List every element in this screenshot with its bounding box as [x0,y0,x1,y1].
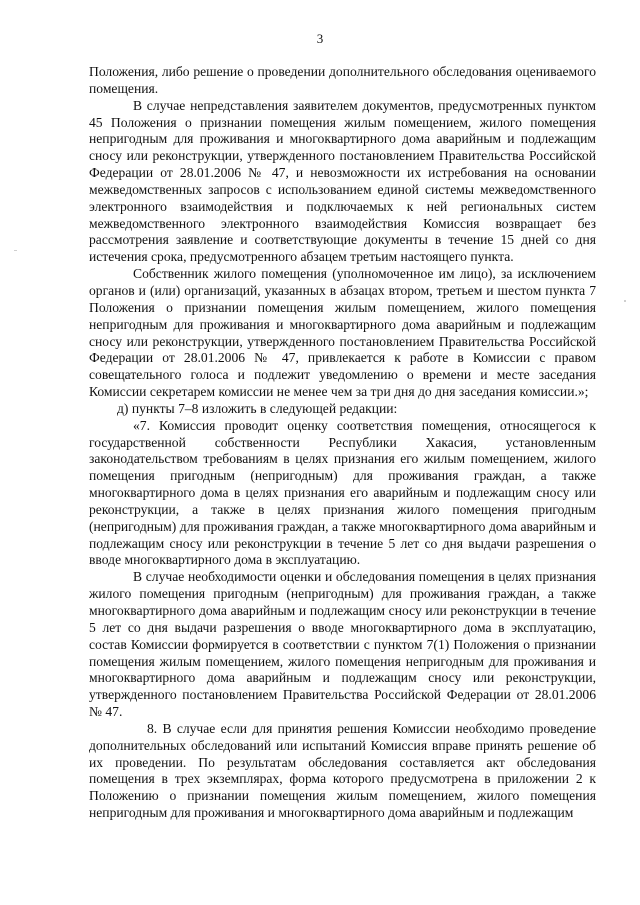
paragraph-nonsubmission: В случае непредставления заявителем документов, предусмотренных пунктом 45 Положения о признании помещения жилым помещением, жилого помещения непригодным для проживания и многоквартирного дома аварийным и подлежащим сносу или реконструкции, утвержденного постановлением Правительства Российской Федерации от 28.01.2006 № 47, и невозможности их истребования на основании межведомственных запросов с использованием единой системы межведомственного электронного взаимодействия и подключаемых к ней региональных систем межведомственного электронного взаимодействия Комиссия возвращает без рассмотрения заявление и соответствующие документы в течение 15 дней со дня истечения срока, предусмотренного абзацем третьим настоящего пункта. [89,97,596,265]
paragraph-continuation: Положения, либо решение о проведении дополнительного обследования оцениваемого помещения. [89,64,596,96]
paragraph-item-8: 8. В случае если для принятия решения Комиссии необходимо проведение дополнительных обследований или испытаний Комиссия вправе принять решение об их проведении. По результатам обследования составляется акт обследования помещения в трех экземплярах, форма которого предусмотрена в приложении 2 к Положению о признании помещения жилым помещением, жилого помещения непригодным для проживания и многоквартирного дома аварийным и подлежащим [89,720,596,821]
paragraph-amendment-d: д) пункты 7–8 изложить в следующей редакции: [117,400,398,416]
scan-edge-left [14,250,17,251]
paragraph-owner: Собственник жилого помещения (уполномоченное им лицо), за исключением органов и (или) организаций, указанных в абзацах втором, третьем и шестом пункта 7 Положения о признании помещения жилым помещением, жилого помещения непригодным для проживания и многоквартирного дома аварийным и подлежащим сносу или реконструкции, утвержденного постановлением Правительства Российской Федерации от 28.01.2006 № 47, привлекается к работе в Комиссии с правом совещательного голоса и подлежит уведомлению о времени и месте заседания Комиссии секретарем комиссии не менее чем за три дня до дня заседания комиссии.»; [89,266,596,400]
page-number: 3 [316,31,324,46]
paragraph-item-7: «7. Комиссия проводит оценку соответствия помещения, относящегося к государственной собственности Республики Хакасия, установленным законодательством требованиям в целях признания его жилым помещением, жилого помещения пригодным (непригодным) для проживания граждан, а также многоквартирного дома в целях признания его аварийным и подлежащим сносу или реконструкции, а также в целях признания жилого помещения пригодным (непригодным) для проживания граждан, а также многоквартирного дома аварийным и подлежащим сносу или реконструкции в течение 5 лет со дня выдачи разрешения о вводе многоквартирного дома в эксплуатацию. [89,417,596,568]
scan-edge-right [624,300,626,302]
document-body [89,64,596,822]
paragraph-necessity: В случае необходимости оценки и обследования помещения в целях признания жилого помещения пригодным (непригодным) для проживания граждан, а также многоквартирного дома аварийным и подлежащим сносу или реконструкции в течение 5 лет со дня выдачи разрешения о вводе многоквартирного дома в эксплуатацию, состав Комиссии формируется в соответствии с пунктом 7(1) Положения о признании помещения жилым помещением, жилого помещения непригодным для проживания и многоквартирного дома аварийным и подлежащим сносу или реконструкции, утвержденного постановлением Правительства Российской Федерации от 28.01.2006 № 47. [89,569,596,720]
